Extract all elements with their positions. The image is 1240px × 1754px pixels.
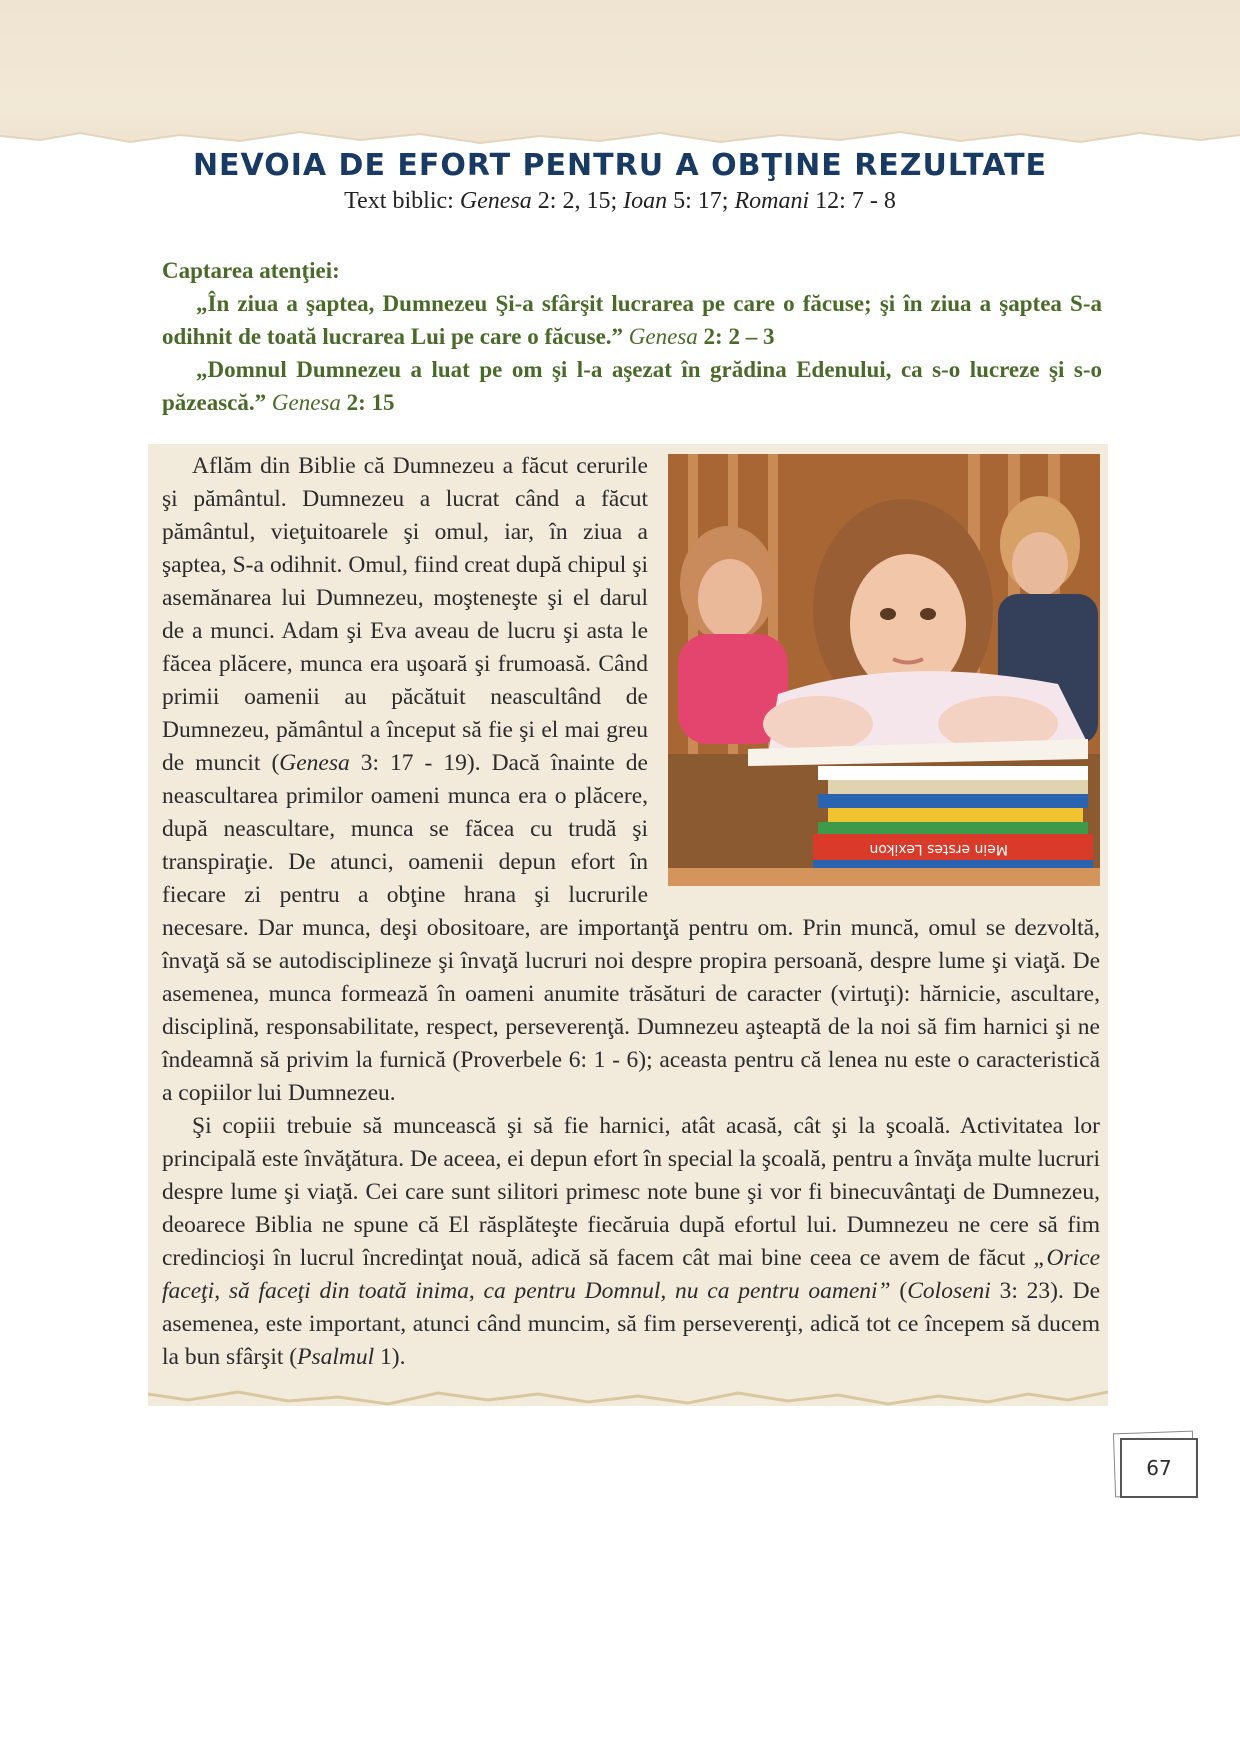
quote-text: „În ziua a şaptea, Dumnezeu Şi-a sfârşit lucrarea pe care o făcuse; şi în ziua a şaptea S-a odihnit de toată lucrarea Lui pe care o făcuse.” — [162, 291, 1102, 349]
book-spine-label: Mein erstes Lexikon — [869, 841, 1008, 857]
top-paper-band — [0, 0, 1240, 152]
torn-box-edge — [148, 1370, 1108, 1420]
paragraph-text: Şi copiii trebuie să muncească şi să fie harnici, atât acasă, cât şi la şcoală. Activitatea lor principală este învăţătura. De aceea, ei depun efort în special la şcoală, pentru a învăţa multe lucruri despre lume şi viaţă. Cei care sunt silitori primesc note bune şi vor fi binecuvântaţi de Dumnezeu, deoarece Biblia ne spune că El răsplăteşte fiecăruia după efortul lui. Dumnezeu ne cere să fim credincioşi în lucrul încredinţat nouă, adică să facem cât mai bine ceea ce avem de făcut — [162, 1113, 1100, 1271]
body-paragraph — [162, 1110, 1100, 1374]
lesson-body — [162, 450, 1100, 1374]
inline-book: Psalmul — [297, 1344, 375, 1370]
bible-ref-book: Ioan — [623, 188, 668, 214]
attention-section — [162, 254, 1102, 419]
paragraph-text: 3: 23). De asemenea, este important, atunci când muncim, să fim perseverenţi, adică tot ce începem să ducem la bun sfârşit ( — [162, 1278, 1101, 1370]
bible-ref-verses: 5: 17; — [667, 188, 735, 214]
classroom-girl-photo — [668, 454, 1100, 886]
quote-ref: 2: 2 – 3 — [697, 324, 775, 349]
inline-book: Coloseni — [907, 1278, 991, 1304]
bible-ref-prefix: Text biblic: — [344, 188, 460, 214]
quote-ref: 2: 15 — [340, 390, 395, 415]
bible-ref-verses: 2: 2, 15; — [531, 188, 624, 214]
photo-illustration — [668, 454, 1100, 886]
bible-ref-verses: 12: 7 - 8 — [809, 188, 896, 214]
attention-quote — [162, 287, 1102, 353]
page-number: 67 — [1120, 1438, 1198, 1498]
quote-text: „Domnul Dumnezeu a luat pe om şi l-a aşezat în grădina Edenului, ca s-o lucreze şi s-o păzească.” — [162, 357, 1102, 415]
inline-book: Genesa — [279, 750, 350, 776]
bible-ref-book: Romani — [734, 188, 810, 214]
attention-quote — [162, 353, 1102, 419]
bible-ref-book: Genesa — [459, 188, 532, 214]
paragraph-text: ( — [890, 1278, 908, 1304]
quote-book: Genesa — [628, 324, 698, 349]
paragraph-text: 1). — [374, 1344, 406, 1370]
paragraph-text: 3: 17 - 19). Dacă înainte de neascultarea primilor oameni munca era o plăcere, după neascultare, munca se făcea cu trudă şi transpiraţie. De atunci, oamenii depun efort în fiecare zi pentru a obţine hrana şi lucrurile necesare. Dar munca, deşi obositoare, are importanţă pentru om. Prin muncă, omul se dezvoltă, învaţă să se autodisciplineze şi învaţă lucruri noi despre propira persoană, despre lume şi viaţă. De asemenea, munca formează în oameni anumite trăsături de caracter (virtuţi): hărnicie, ascultare, disciplină, responsabilitate, respect, perseverenţă. Dumnezeu aşteaptă de la noi să fim harnici şi ne îndeamnă să privim la furnică (Proverbele 6: 1 - 6); aceasta pentru că lenea nu este o caracteristică a copiilor lui Dumnezeu. — [162, 750, 1100, 1106]
paragraph-text: Aflăm din Biblie că Dumnezeu a făcut cerurile şi pământul. Dumnezeu a lucrat când a făcut pământul, vieţuitoarele şi omul, iar, în ziua a şaptea, S-a odihnit. Omul, fiind creat după chipul şi asemănarea lui Dumnezeu, moşteneşte şi el darul de a munci. Adam şi Eva aveau de lucru şi asta le făcea plăcere, munca era uşoară şi frumoasă. Când primii oamenii au păcătuit neascultând de Dumnezeu, pământul a început să fie şi el mai greu de muncit ( — [162, 453, 648, 776]
page-title: NEVOIA DE EFORT PENTRU A OBŢINE REZULTATE — [192, 148, 1048, 183]
quote-book: Genesa — [271, 390, 341, 415]
inline-quote: „Orice faceţi, să faceţi din toată inima, ca pentru Domnul, nu ca pentru oameni” — [162, 1245, 1100, 1304]
attention-label: Captarea atenţiei: — [162, 258, 340, 283]
bible-reference — [0, 188, 1240, 215]
